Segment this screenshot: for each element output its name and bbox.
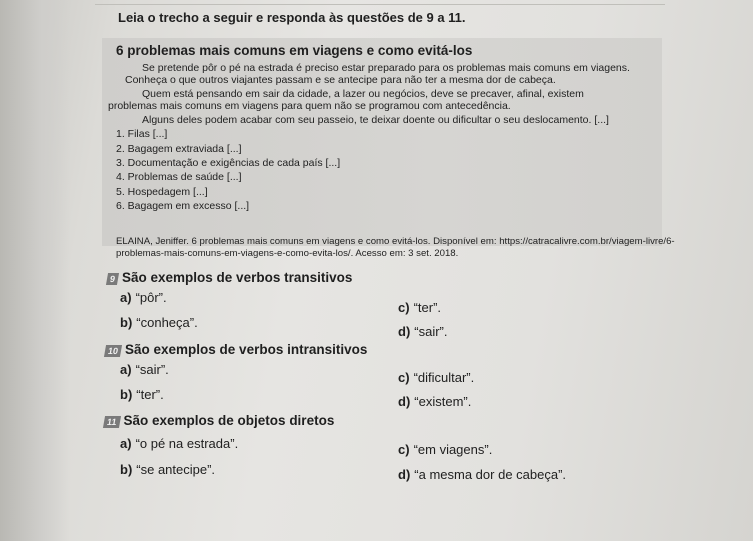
option-11a[interactable]: a) “o pé na estrada”. xyxy=(120,436,239,451)
instruction-text: Leia o trecho a seguir e responda às questões de 9 a 11. xyxy=(118,10,466,25)
text-title: 6 problemas mais comuns em viagens e como evitá-los xyxy=(116,43,473,58)
question-9-prompt xyxy=(107,270,352,285)
option-10a[interactable]: a) “sair”. xyxy=(120,362,169,377)
page-margin-shadow xyxy=(0,0,70,541)
paragraph-line: Conheça o que outros viajantes passam e se antecipe para não ter a mesma dor de cabeça. xyxy=(125,74,556,86)
question-number-badge: 10 xyxy=(104,345,122,357)
paragraph-line: Se pretende pôr o pé na estrada é preciso estar preparado para os problemas mais comuns em viagens. xyxy=(142,62,630,74)
option-10b[interactable]: b) “ter”. xyxy=(120,387,164,402)
option-9d[interactable]: d) “sair”. xyxy=(398,324,448,339)
question-number-badge: 9 xyxy=(106,273,119,285)
question-text: São exemplos de objetos diretos xyxy=(123,413,335,428)
list-item: 2. Bagagem extraviada [...] xyxy=(116,143,242,155)
list-item: 3. Documentação e exigências de cada país [...] xyxy=(116,157,341,169)
list-item: 1. Filas [...] xyxy=(116,128,168,140)
question-10-prompt xyxy=(105,342,367,357)
paragraph-line: Quem está pensando em sair da cidade, a lazer ou negócios, deve se precaver, afinal, existem xyxy=(142,88,584,100)
list-item: 6. Bagagem em excesso [...] xyxy=(116,200,250,212)
option-10c[interactable]: c) “dificultar”. xyxy=(398,370,475,385)
source-citation: problemas-mais-comuns-em-viagens-e-como-evita-los/. Acesso em: 3 set. 2018. xyxy=(116,248,459,259)
option-11b[interactable]: b) “se antecipe”. xyxy=(120,462,216,477)
list-item: 4. Problemas de saúde [...] xyxy=(116,171,242,183)
question-text: São exemplos de verbos transitivos xyxy=(122,270,353,285)
paragraph-line: Alguns deles podem acabar com seu passeio, te deixar doente ou dificultar o seu deslocamento. [...] xyxy=(142,114,609,126)
option-11d[interactable]: d) “a mesma dor de cabeça”. xyxy=(398,467,567,482)
question-text: São exemplos de verbos intransitivos xyxy=(125,342,368,357)
top-rule xyxy=(95,4,665,5)
question-11-prompt xyxy=(104,413,334,428)
source-citation: ELAINA, Jeniffer. 6 problemas mais comuns em viagens e como evitá-los. Disponível em: https://catracalivre.com.br/viagem-livre/6- xyxy=(116,236,675,247)
option-11c[interactable]: c) “em viagens”. xyxy=(398,442,493,457)
option-9a[interactable]: a) “pôr”. xyxy=(120,290,167,305)
option-9b[interactable]: b) “conheça”. xyxy=(120,315,198,330)
option-9c[interactable]: c) “ter”. xyxy=(398,300,442,315)
list-item: 5. Hospedagem [...] xyxy=(116,186,208,198)
option-10d[interactable]: d) “existem”. xyxy=(398,394,472,409)
paragraph-line: problemas mais comuns em viagens para quem não se programou com antecedência. xyxy=(108,100,511,112)
question-number-badge: 11 xyxy=(103,416,121,428)
